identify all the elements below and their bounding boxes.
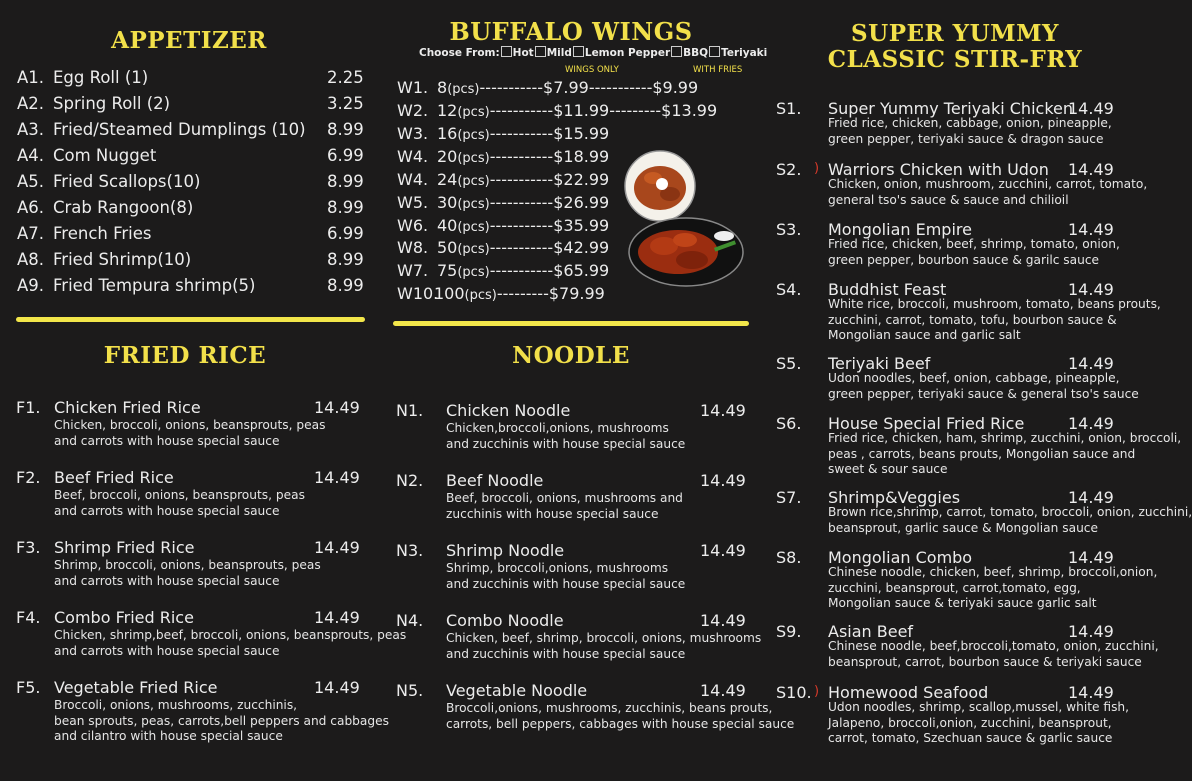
item-name: Fried Tempura shrimp(5) (53, 276, 256, 295)
description-line: Mongolian sauce and garlic salt (828, 328, 1021, 342)
item-price: $18.99 (553, 147, 610, 166)
dash-leader: ----------- (489, 124, 554, 143)
item-code: A9. (17, 276, 45, 295)
item-description (828, 700, 1129, 747)
item-price: 6.99 (327, 146, 364, 165)
stirfry-item[interactable] (776, 548, 1158, 610)
item-unit: (pcs) (457, 265, 490, 280)
chicken-wings-photo (620, 148, 748, 288)
item-code: S4. (776, 280, 802, 299)
stirfry-item[interactable] (776, 622, 1159, 682)
wings-item[interactable] (397, 78, 698, 97)
item-name: Mongolian Empire (828, 220, 972, 239)
stirfry-item[interactable] (776, 99, 1136, 159)
appetizer-item[interactable] (17, 276, 365, 298)
item-code: A7. (17, 224, 45, 243)
item-price: 2.25 (327, 68, 364, 87)
item-qty: 75 (437, 261, 458, 280)
item-price: 8.99 (327, 198, 364, 217)
item-name: Vegetable Fried Rice (54, 678, 218, 697)
item-code: W7. (397, 261, 429, 280)
description-line: Beef, broccoli, onions, beansprouts, peas (54, 488, 305, 502)
item-description (54, 418, 325, 449)
item-code: W6. (397, 216, 429, 235)
item-price: 14.49 (700, 611, 746, 630)
item-code: A3. (17, 120, 45, 139)
item-code: S7. (776, 488, 802, 507)
description-line: zucchinis with house special sauce (446, 506, 659, 521)
item-name: French Fries (53, 224, 152, 243)
with-fries-label: WITH FRIES (693, 65, 743, 75)
item-code: S9. (776, 622, 802, 641)
fried-rice-item[interactable] (16, 678, 389, 743)
item-unit: (pcs) (457, 197, 490, 212)
item-name: Mongolian Combo (828, 548, 973, 567)
item-name: Chicken Noodle (446, 401, 571, 420)
item-price: $65.99 (553, 261, 610, 280)
fries-price: $13.99 (661, 101, 718, 120)
description-line: general tso's sauce & sauce and chilioil (828, 192, 1069, 207)
item-price: 14.49 (1068, 622, 1114, 641)
noodle-title: NOODLE (512, 342, 630, 369)
description-line: Broccoli, onions, mushrooms, zucchinis, (54, 698, 298, 712)
stirfry-item[interactable] (776, 160, 1148, 220)
item-price: 3.25 (327, 94, 364, 113)
item-price: 14.49 (700, 471, 746, 490)
item-name: Homewood Seafood (828, 683, 989, 702)
item-name: Fried Scallops(10) (53, 172, 201, 191)
item-name: Chicken Fried Rice (54, 398, 201, 417)
item-description (828, 371, 1139, 402)
appetizer-item[interactable] (17, 68, 365, 90)
item-qty: 30 (437, 193, 458, 212)
item-name: Super Yummy Teriyaki Chicken (828, 99, 1073, 118)
item-price: 14.49 (1068, 220, 1114, 239)
item-unit: (pcs) (464, 288, 497, 303)
wings-item[interactable] (397, 261, 609, 280)
appetizer-item[interactable] (17, 94, 365, 116)
description-line: and carrots with house special sauce (54, 433, 280, 448)
item-unit: (pcs) (457, 220, 490, 235)
item-unit: (pcs) (457, 174, 490, 189)
description-line: peas , carrots, beans prouts, Mongolian sauce and (828, 446, 1136, 461)
description-line: Chicken, broccoli, onions, beansprouts, peas (54, 418, 326, 432)
item-code: N3. (396, 541, 424, 560)
description-line: carrots, bell peppers, cabbages with house special sauce (446, 716, 795, 731)
item-price: 14.49 (314, 538, 360, 557)
item-code: W8. (397, 238, 429, 257)
item-name: Shrimp Noodle (446, 541, 565, 560)
item-description (828, 639, 1159, 670)
dash-leader: ----------- (489, 147, 554, 166)
description-line: Chicken, beef, shrimp, broccoli, onions, mushrooms (446, 631, 762, 645)
item-code: F3. (16, 538, 41, 557)
item-price: 14.49 (314, 468, 360, 487)
description-line: Shrimp, broccoli,onions, mushrooms (446, 561, 669, 575)
item-description (828, 116, 1112, 147)
description-line: carrot, tomato, Szechuan sauce & garlic sauce (828, 731, 1113, 745)
item-name: Shrimp&Veggies (828, 488, 961, 507)
description-line: zucchini, carrot, tomato, tofu, bourbon sauce & (828, 312, 1117, 327)
item-unit: (pcs) (457, 151, 490, 166)
item-qty: 20 (437, 147, 458, 166)
item-code: W4. (397, 170, 429, 189)
red-mark-icon: ) (814, 684, 820, 699)
item-code: F2. (16, 468, 41, 487)
wings-divider (393, 321, 749, 326)
appetizer-item[interactable] (17, 198, 365, 220)
item-qty: 12 (437, 101, 458, 120)
item-description (446, 631, 761, 662)
description-line: and zucchinis with house special sauce (446, 646, 686, 661)
appetizer-item[interactable] (17, 172, 365, 194)
checkbox-hot[interactable] (501, 46, 512, 57)
checkbox-lemon-pepper[interactable] (573, 46, 584, 57)
item-price: 14.49 (700, 401, 746, 420)
description-line: green pepper, teriyaki sauce & dragon sauce (828, 131, 1104, 146)
item-code: W10. (397, 284, 439, 303)
dash-leader: ----------- (489, 101, 554, 120)
description-line: green pepper, bourbon sauce & garilc sauce (828, 252, 1100, 267)
wings-item[interactable] (397, 170, 609, 189)
checkbox-mild[interactable] (535, 46, 546, 57)
item-description (828, 565, 1157, 612)
description-line: and cilantro with house special sauce (54, 729, 283, 743)
wings-item[interactable] (397, 147, 609, 166)
description-line: Broccoli,onions, mushrooms, zucchinis, beans prouts, (446, 701, 773, 715)
description-line: bean sprouts, peas, carrots,bell peppers and cabbages (54, 713, 389, 728)
wings-item[interactable] (397, 193, 609, 212)
description-line: and zucchinis with house special sauce (446, 436, 686, 451)
item-code: F1. (16, 398, 41, 417)
checkbox-bbq[interactable] (671, 46, 682, 57)
stirfry-item[interactable] (776, 414, 1182, 476)
description-line: Shrimp, broccoli, onions, beansprouts, peas (54, 558, 321, 572)
description-line: and zucchinis with house special sauce (446, 576, 686, 591)
item-code: W3. (397, 124, 429, 143)
item-price: $15.99 (553, 124, 610, 143)
dash-leader: ----------- (479, 78, 544, 97)
noodle-item[interactable] (396, 611, 762, 671)
description-line: Udon noodles, beef, onion, cabbage, pineapple, (828, 371, 1120, 385)
item-code: N1. (396, 401, 424, 420)
item-price: 14.49 (1068, 488, 1114, 507)
item-description (54, 698, 389, 745)
description-line: Chicken,broccoli,onions, mushrooms (446, 421, 669, 435)
stirfry-title-line2: CLASSIC STIR-FRY (827, 46, 1083, 73)
appetizer-title: APPETIZER (111, 27, 267, 54)
dash-leader: ----------- (489, 261, 554, 280)
flavor-lemon-pepper: Lemon Pepper (584, 47, 671, 59)
stirfry-item[interactable] (776, 354, 1139, 414)
item-code: A1. (17, 68, 45, 87)
dash-leader: --------- (496, 284, 549, 303)
wings-item[interactable] (397, 101, 717, 120)
stirfry-item[interactable] (776, 280, 1161, 342)
item-price: 14.49 (1068, 354, 1114, 373)
description-line: Fried rice, chicken, cabbage, onion, pineapple, (828, 116, 1112, 130)
item-name: Com Nugget (53, 146, 157, 165)
description-line: beansprout, garlic sauce & Mongolian sauce (828, 520, 1098, 535)
wing-flavor-options (419, 46, 767, 59)
item-unit: (pcs) (457, 128, 490, 143)
item-code: S2. (776, 160, 802, 179)
item-price: $42.99 (553, 238, 610, 257)
item-description (446, 701, 794, 732)
wings-item[interactable] (397, 238, 609, 257)
description-line: Mongolian sauce & teriyaki sauce garlic salt (828, 596, 1097, 610)
item-price: 14.49 (314, 398, 360, 417)
checkbox-teriyaki[interactable] (709, 46, 720, 57)
fried-rice-item[interactable] (16, 468, 376, 528)
item-code: S5. (776, 354, 802, 373)
stirfry-item[interactable] (776, 488, 1192, 548)
item-price: 8.99 (327, 276, 364, 295)
buffalo-wings-title: BUFFALO WINGS (449, 17, 693, 46)
item-qty: 8 (437, 78, 448, 97)
description-line: Chinese noodle, beef,broccoli,tomato, onion, zucchini, (828, 639, 1159, 653)
item-description (446, 491, 683, 522)
description-line: Chicken, shrimp,beef, broccoli, onions, beansprouts, peas (54, 628, 407, 642)
description-line: and carrots with house special sauce (54, 643, 280, 658)
item-qty: 16 (437, 124, 458, 143)
item-code: A2. (17, 94, 45, 113)
item-qty: 50 (437, 238, 458, 257)
appetizer-item[interactable] (17, 224, 365, 246)
appetizer-item[interactable] (17, 120, 365, 142)
item-code: N2. (396, 471, 424, 490)
item-unit: (pcs) (457, 105, 490, 120)
item-price: 8.99 (327, 120, 364, 139)
noodle-item[interactable] (396, 401, 756, 461)
item-description (828, 237, 1120, 268)
item-price: 14.49 (1068, 414, 1114, 433)
fried-rice-title: FRIED RICE (103, 342, 267, 369)
noodle-item[interactable] (396, 541, 756, 601)
item-description (446, 421, 685, 452)
item-unit: (pcs) (447, 82, 480, 97)
item-code: S8. (776, 548, 802, 567)
description-line: beansprout, carrot, bourbon sauce & teriyaki sauce (828, 654, 1142, 669)
description-line: Chinese noodle, chicken, beef, shrimp, broccoli,onion, (828, 565, 1158, 579)
item-description (828, 177, 1147, 208)
item-name: Beef Noodle (446, 471, 544, 490)
description-line: zucchini, beansprout, carrot,tomato, egg, (828, 580, 1081, 595)
item-code: S10. (776, 683, 812, 702)
item-name: Teriyaki Beef (828, 354, 931, 373)
item-code: S1. (776, 99, 802, 118)
dash-leader: ----------- (489, 170, 554, 189)
item-name: Crab Rangoon(8) (53, 198, 194, 217)
item-name: Combo Noodle (446, 611, 564, 630)
red-mark-icon: ) (814, 161, 820, 176)
item-qty: 100 (434, 284, 465, 303)
wings-only-label: WINGS ONLY (565, 65, 619, 75)
item-code: W5. (397, 193, 429, 212)
item-price: 6.99 (327, 224, 364, 243)
noodle-item[interactable] (396, 471, 756, 531)
item-code: N5. (396, 681, 424, 700)
item-name: Fried Shrimp(10) (53, 250, 192, 269)
appetizer-divider (16, 317, 365, 322)
item-name: Combo Fried Rice (54, 608, 194, 627)
item-price: $35.99 (553, 216, 610, 235)
item-name: Warriors Chicken with Udon (828, 160, 1049, 179)
item-description (828, 297, 1161, 344)
fried-rice-item[interactable] (16, 398, 376, 458)
description-line: and carrots with house special sauce (54, 573, 280, 588)
stirfry-title-line1: SUPER YUMMY (851, 20, 1059, 47)
item-price: 14.49 (1068, 280, 1114, 299)
item-price: 14.49 (1068, 548, 1114, 567)
item-price: 14.49 (1068, 99, 1114, 118)
item-name: Fried/Steamed Dumplings (10) (53, 120, 306, 139)
item-code: S6. (776, 414, 802, 433)
appetizer-item[interactable] (17, 250, 365, 272)
description-line: Brown rice,shrimp, carrot, tomato, broccoli, onion, zucchini, (828, 505, 1192, 519)
item-name: Buddhist Feast (828, 280, 947, 299)
stirfry-item[interactable] (776, 220, 1136, 280)
wings-item[interactable] (397, 284, 605, 303)
item-description (828, 431, 1181, 478)
item-price: 14.49 (700, 681, 746, 700)
item-unit: (pcs) (457, 242, 490, 257)
appetizer-item[interactable] (17, 146, 365, 168)
description-line: Beef, broccoli, onions, mushrooms and (446, 491, 683, 505)
dash-leader: ----------- (588, 78, 653, 97)
item-price: 14.49 (1068, 683, 1114, 702)
item-price: 14.49 (1068, 160, 1114, 179)
item-description (828, 505, 1192, 536)
item-price: 8.99 (327, 250, 364, 269)
item-price: $7.99 (543, 78, 589, 97)
stirfry-item[interactable] (776, 683, 1136, 743)
item-name: Spring Roll (2) (53, 94, 171, 113)
item-price: $11.99 (553, 101, 610, 120)
item-name: House Special Fried Rice (828, 414, 1025, 433)
description-line: and carrots with house special sauce (54, 503, 280, 518)
flavor-hot: Hot (512, 47, 534, 59)
item-code: A6. (17, 198, 45, 217)
item-description (446, 561, 685, 592)
choose-label: Choose From: (419, 47, 500, 59)
description-line: White rice, broccoli, mushroom, tomato, beans prouts, (828, 297, 1161, 311)
item-description (54, 558, 321, 589)
item-name: Asian Beef (828, 622, 914, 641)
item-code: A8. (17, 250, 45, 269)
item-code: W1. (397, 78, 429, 97)
wings-item[interactable] (397, 216, 609, 235)
description-line: Udon noodles, shrimp, scallop,mussel, white fish, (828, 700, 1130, 714)
description-line: Fried rice, chicken, beef, shrimp, tomato, onion, (828, 237, 1120, 251)
item-code: N4. (396, 611, 424, 630)
description-line: Fried rice, chicken, ham, shrimp, zucchini, onion, broccoli, (828, 431, 1182, 445)
item-description (54, 628, 406, 659)
item-price: 14.49 (700, 541, 746, 560)
item-price: 14.49 (314, 608, 360, 627)
fried-rice-item[interactable] (16, 538, 376, 598)
flavor-bbq: BBQ (683, 47, 709, 59)
dash-leader: ----------- (489, 238, 554, 257)
dash-leader: ----------- (489, 216, 554, 235)
description-line: green pepper, teriyaki sauce & general tso's sauce (828, 386, 1139, 401)
item-price: 8.99 (327, 172, 364, 191)
item-code: W4. (397, 147, 429, 166)
fried-rice-item[interactable] (16, 608, 407, 668)
item-price: $22.99 (553, 170, 610, 189)
flavor-mild: Mild (546, 47, 572, 59)
dash-leader: --------- (609, 101, 662, 120)
item-qty: 40 (437, 216, 458, 235)
item-code: S3. (776, 220, 802, 239)
item-name: Egg Roll (1) (53, 68, 149, 87)
wings-item[interactable] (397, 124, 609, 143)
item-code: W2. (397, 101, 429, 120)
description-line: Jalapeno, broccoli,onion, zucchini, beansprout, (828, 715, 1112, 730)
item-price: $79.99 (548, 284, 605, 303)
dash-leader: ----------- (489, 193, 554, 212)
item-qty: 24 (437, 170, 458, 189)
item-code: F5. (16, 678, 41, 697)
item-code: F4. (16, 608, 41, 627)
item-name: Beef Fried Rice (54, 468, 174, 487)
description-line: Chicken, onion, mushroom, zucchini, carrot, tomato, (828, 177, 1148, 191)
flavor-teriyaki: Teriyaki (721, 47, 768, 59)
item-name: Vegetable Noodle (446, 681, 588, 700)
item-price: 14.49 (314, 678, 360, 697)
item-description (54, 488, 305, 519)
item-code: A5. (17, 172, 45, 191)
fries-price: $9.99 (652, 78, 699, 97)
item-price: $26.99 (553, 193, 610, 212)
description-line: sweet & sour sauce (828, 462, 948, 476)
item-name: Shrimp Fried Rice (54, 538, 195, 557)
item-code: A4. (17, 146, 45, 165)
